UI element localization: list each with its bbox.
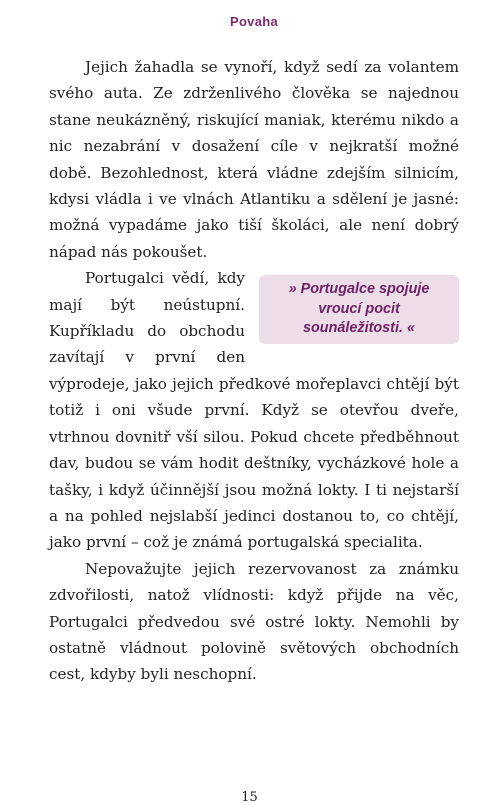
paragraph-1: Jejich žahadla se vynoří, když sedí za volantem svého auta. Ze zdrženlivého člověka se najednou stane neukázněný, riskující maniak, kterému nikdo a nic nezabrání v dosažení cíle v nejkratší možné době. Bezohlednost, která vládne zdejším silnicím, kdysi vládla i ve vlnách Atlantiku a sdělení je jasné: možná vypadáme jako tiší školáci, ale není dobrý nápad nás pokoušet. (49, 58, 459, 261)
paragraph-2 (49, 265, 459, 555)
paragraph-3: Nepovažujte jejich rezervovanost za známku zdvořilosti, natož vlídnosti: když přijde na věc, Portugalci předvedou své ostré lokty. Nemohli by ostatně vládnout polovině světových obchodních cest, kdyby byli neschopní. (49, 559, 459, 684)
body-text (49, 54, 459, 688)
running-head: Povaha (229, 14, 279, 29)
pull-quote: » Portugalce spojuje vroucí pocit sounáležitosti. « (259, 275, 459, 344)
page-number: 15 (241, 790, 258, 805)
paragraph-2-text: Portugalci vědí, kdy mají být neústupní. Kupříkladu do obchodu zavítají v první den výprodeje, jako jejich předkové mořeplavci chtějí být totiž i oni všude první. Když se otevřou dveře, vtrhnou dovnitř vší silou. Pokud chcete předběhnout dav, budou se vám hodit deštníky, vycházkové hole a tašky, i když účinnější jsou možná lokty. I ti nejstarší a na pohled nejslabší jedinci dostanou to, co chtějí, jako první – což je známá portugalská specialita. (49, 269, 459, 552)
